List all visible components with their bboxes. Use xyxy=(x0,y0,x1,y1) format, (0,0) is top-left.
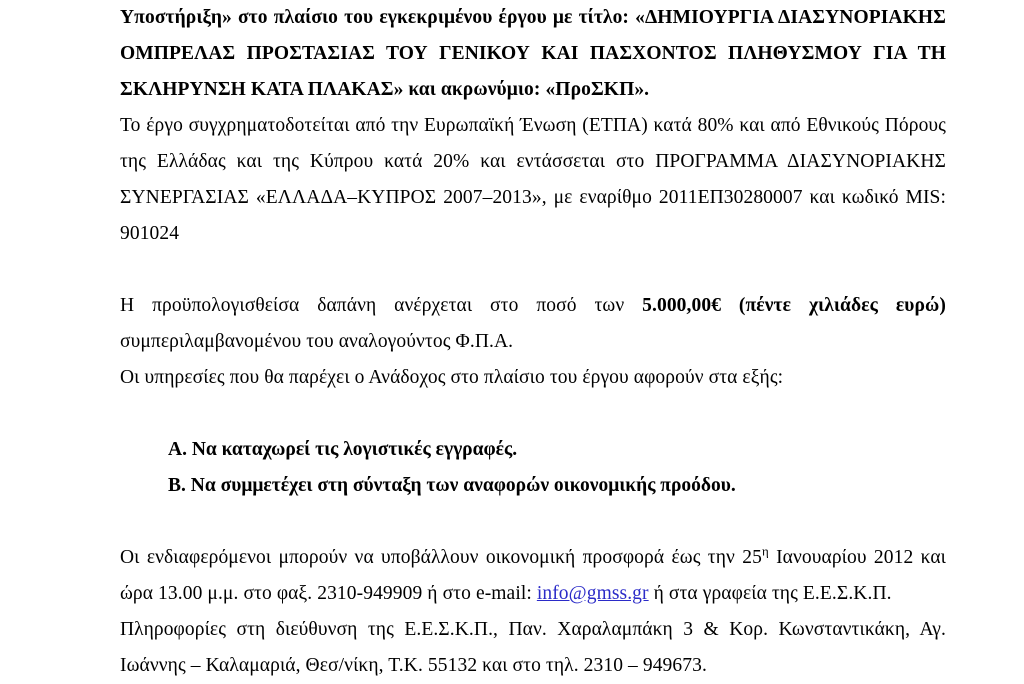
spacer xyxy=(120,252,946,288)
budget-amount: 5.000,00€ (πέντε χιλιάδες ευρώ) xyxy=(642,295,946,316)
paragraph-contact-info: Πληροφορίες στη διεύθυνση της Ε.Ε.Σ.Κ.Π., Παν. Χαραλαμπάκη 3 & Κορ. Κωνσταντικάκη, Αγ. Ιωάννης – Καλαμαριά, Θεσ/νίκη, Τ.Κ. 55132 και στο τηλ. 2310 – 949673. xyxy=(120,619,946,676)
submission-suffix: ή στα γραφεία της Ε.Ε.Σ.Κ.Π. xyxy=(648,583,892,604)
submission-middle: Ιανουαρίου 2012 και ώρα 13.00 μ.μ. στο φαξ. 2310-949909 ή στο e-mail: xyxy=(120,547,946,604)
budget-text-tail: συμπεριλαμβανομένου του αναλογούντος Φ.Π.Α. xyxy=(120,331,514,352)
email-link[interactable]: info@gmss.gr xyxy=(536,583,649,604)
paragraph-services-intro: Οι υπηρεσίες που θα παρέχει ο Ανάδοχος στο πλαίσιο του έργου αφορούν στα εξής: xyxy=(120,367,784,388)
paragraph-funding: Το έργο συγχρηματοδοτείται από την Ευρωπαϊκή Ένωση (ΕΤΠΑ) κατά 80% και από Εθνικούς Πόρους της Ελλάδας και της Κύπρου κατά 20% και εντάσσεται στο ΠΡΟΓΡΑΜΜΑ ΔΙΑΣΥΝΟΡΙΑΚΗΣ ΣΥΝΕΡΓΑΣΙΑΣ «ΕΛΛΑΔΑ–ΚΥΠΡΟΣ 2007–2013», με εναρίθμο 2011ΕΠ30280007 και κωδικό MIS: 901024 xyxy=(120,115,946,244)
list-item: Β. Να συμμετέχει στη σύνταξη των αναφορών οικονομικής προόδου. xyxy=(168,475,736,496)
intro-block xyxy=(120,0,946,252)
paragraph-submission xyxy=(120,540,946,612)
spacer xyxy=(120,396,946,432)
paragraph-budget xyxy=(120,288,946,360)
submission-prefix: Οι ενδιαφερόμενοι μπορούν να υποβάλλουν οικονομική προσφορά έως την 25 xyxy=(120,547,762,568)
document-body xyxy=(120,0,946,684)
ordinal-superscript: η xyxy=(761,544,769,559)
paragraph-project-title: Υποστήριξη» στο πλαίσιο του εγκεκριμένου έργου με τίτλο: «ΔΗΜΙΟΥΡΓΙΑ ΔΙΑΣΥΝΟΡΙΑΚΗΣ ΟΜΠΡΕΛΑΣ ΠΡΟΣΤΑΣΙΑΣ ΤΟΥ ΓΕΝΙΚΟΥ ΚΑΙ ΠΑΣΧΟΝΤΟΣ ΠΛΗΘΥΣΜΟΥ ΓΙΑ ΤΗ ΣΚΛΗΡΥΝΣΗ ΚΑΤΑ ΠΛΑΚΑΣ» και ακρωνύμιο: «ΠροΣΚΠ». xyxy=(120,7,946,100)
services-list xyxy=(120,432,946,504)
list-item: Α. Να καταχωρεί τις λογιστικές εγγραφές. xyxy=(168,439,518,460)
budget-text-lead: Η προϋπολογισθείσα δαπάνη ανέρχεται στο ποσό των xyxy=(120,295,643,316)
spacer xyxy=(120,504,946,540)
